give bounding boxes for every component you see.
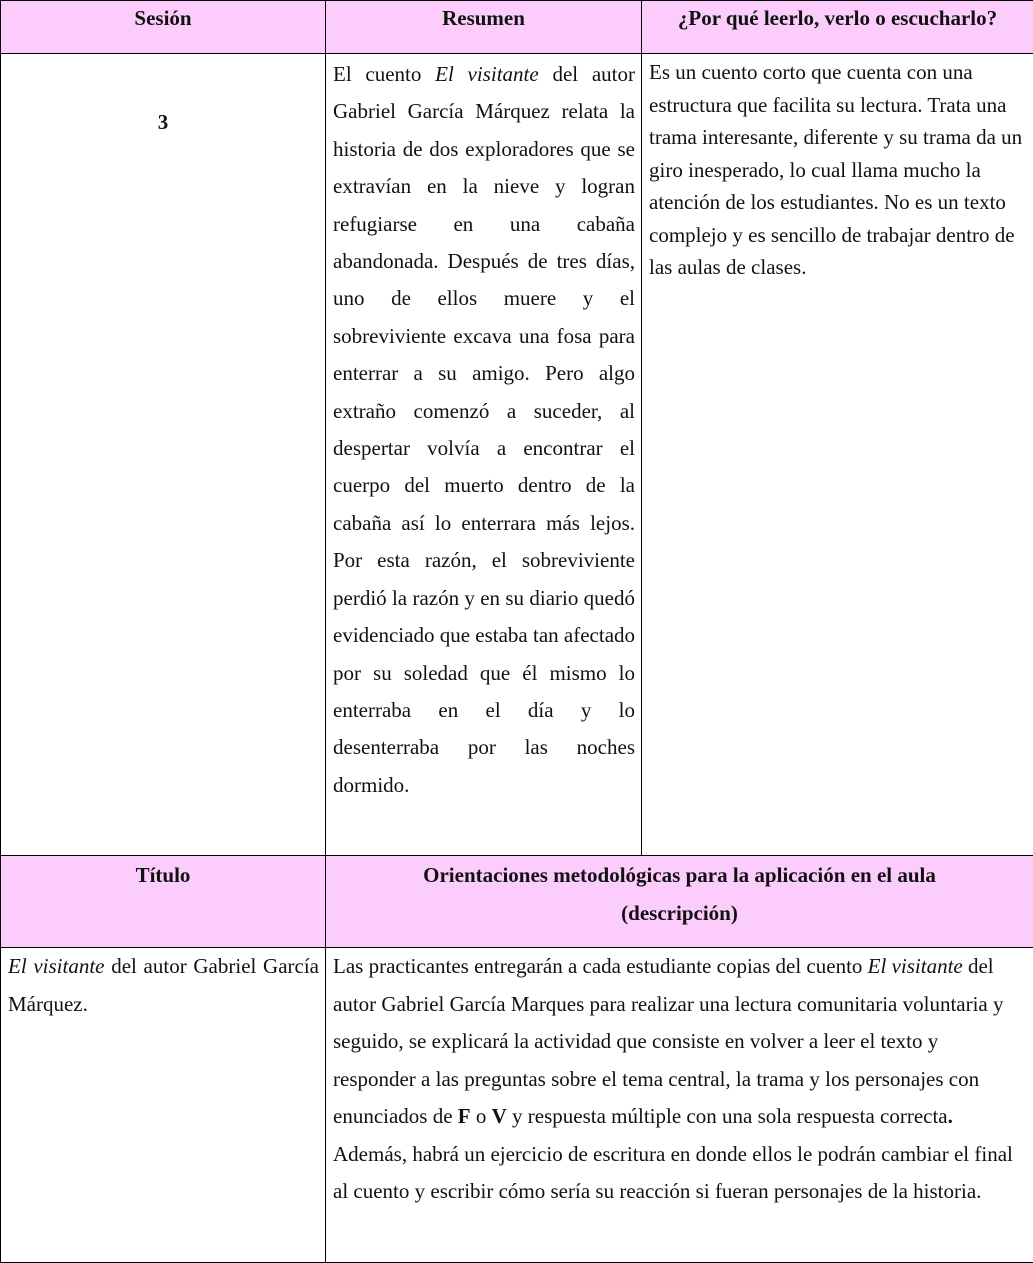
title-italic: El visitante xyxy=(8,954,105,978)
session-number: 3 xyxy=(1,54,326,856)
header-row-2 xyxy=(1,856,1033,948)
summary-cell: El cuento El visitante del autor Gabriel García Márquez relata la historia de dos exploradores que se extravían en la nieve y logran refugiarse en una cabaña abandonada. Después de tres días, uno de ellos muere y el sobreviviente excava una fosa para enterrar a su amigo. Pero algo extraño comenzó a suceder, al despertar volvía a encontrar el cuerpo del muerto dentro de la cabaña así lo enterrara más lejos. Por esta razón, el sobreviviente perdió la razón y en su diario quedó evidenciado que estaba tan afectado por su soledad que él mismo lo enterraba en el día y lo desenterraba por las noches dormido. xyxy=(326,54,642,856)
header-sesion: Sesión xyxy=(1,1,326,54)
title-row xyxy=(1,948,1033,1263)
story-title-italic: El visitante xyxy=(435,62,539,86)
header-orientaciones: Orientaciones metodológicas para la aplicación en el aula (descripción) xyxy=(326,856,1033,948)
header-resumen: Resumen xyxy=(326,1,642,54)
reason-cell: Es un cuento corto que cuenta con una estructura que facilita su lectura. Trata una trama interesante, diferente y su trama da un giro inesperado, lo cual llama mucho la atención de los estudiantes. No es un texto complejo y es sencillo de trabajar dentro de las aulas de clases. xyxy=(642,54,1033,856)
header-titulo: Título xyxy=(1,856,326,948)
methodology-text: Las practicantes entregarán a cada estudiante copias del cuento El visitante del autor Gabriel García Marques para realizar una lectura comunitaria voluntaria y seguido, se explicará la actividad que consiste en volver a leer el texto y responder a las preguntas sobre el tema central, la trama y los personajes con enunciados de F o V y respuesta múltiple con una sola respuesta correcta. Además, habrá un ejercicio de escritura en donde ellos le podrán cambiar el final al cuento y escribir cómo sería su reacción si fueran personajes de la historia. xyxy=(333,948,1025,1211)
session-row xyxy=(1,54,1033,856)
title-cell: El visitante del autor Gabriel García Márquez. xyxy=(1,948,326,1263)
methodology-cell xyxy=(326,948,1033,1263)
header-por-que: ¿Por qué leerlo, verlo o escucharlo? xyxy=(642,1,1033,54)
header-row-1 xyxy=(1,1,1033,54)
